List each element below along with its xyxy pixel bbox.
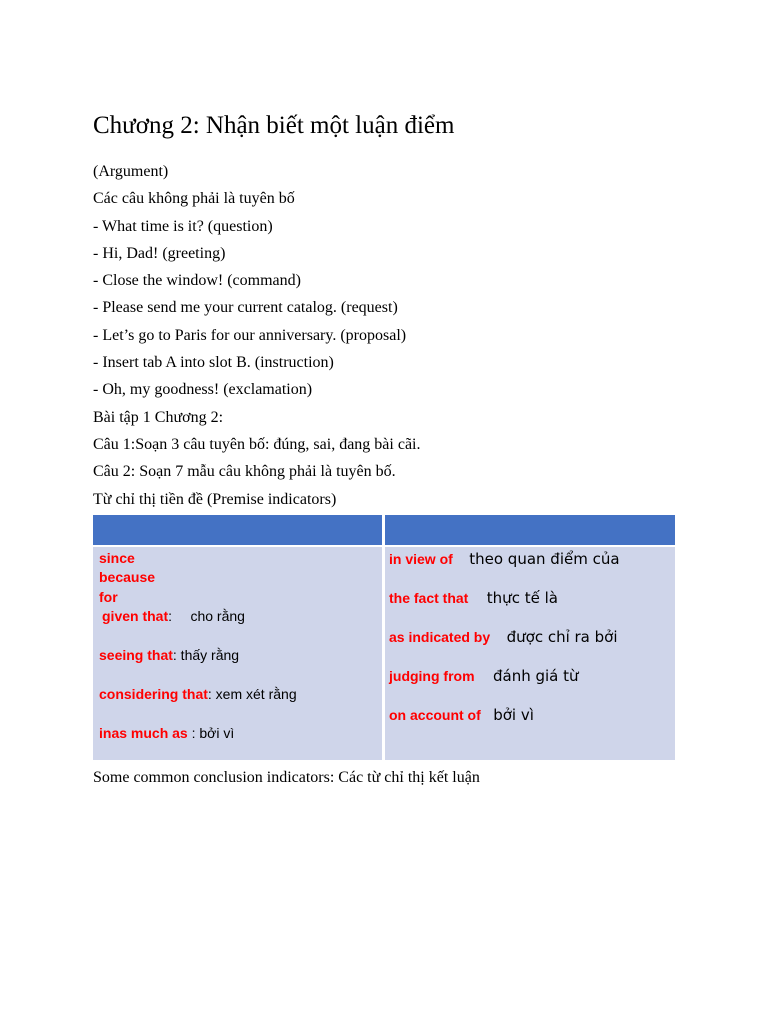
meaning-judging-from: đánh giá từ bbox=[493, 667, 579, 685]
term-separator: : bbox=[168, 608, 173, 624]
text-line: - Insert tab A into slot B. (instruction) bbox=[93, 354, 334, 372]
text-line: Bài tập 1 Chương 2: bbox=[93, 408, 224, 426]
text-line: Từ chỉ thị tiền đề (Premise indicators) bbox=[93, 490, 337, 508]
table-cell-right bbox=[385, 547, 675, 760]
meaning-given-that: cho rằng bbox=[190, 608, 245, 624]
text-line: - Hi, Dad! (greeting) bbox=[93, 244, 226, 262]
table-entry bbox=[389, 706, 534, 725]
table-header-row bbox=[93, 515, 675, 545]
table-entry bbox=[99, 686, 297, 704]
text-line: Các câu không phải là tuyên bố bbox=[93, 190, 295, 208]
term-considering-that: considering that bbox=[99, 686, 208, 702]
text-line: - Please send me your current catalog. (request) bbox=[93, 299, 398, 317]
meaning-inas-much-as: : bởi vì bbox=[187, 725, 235, 741]
table-entry bbox=[389, 589, 558, 608]
meaning-seeing-that: : thấy rằng bbox=[172, 647, 240, 663]
term-given-that: given that bbox=[102, 608, 169, 624]
term-inas-much-as: inas much as bbox=[99, 725, 188, 741]
meaning-on-account-of: bởi vì bbox=[493, 706, 534, 724]
table-entry bbox=[99, 725, 234, 743]
text-line: - Let’s go to Paris for our anniversary. (proposal) bbox=[93, 326, 407, 344]
term-as-indicated-by: as indicated by bbox=[389, 629, 491, 645]
body-text bbox=[93, 158, 693, 513]
term-on-account-of: on account of bbox=[389, 707, 481, 723]
table-entry bbox=[389, 550, 620, 569]
text-line: Câu 2: Soạn 7 mẫu câu không phải là tuyên bố. bbox=[93, 463, 396, 481]
table-entry bbox=[389, 667, 579, 686]
term-since: since bbox=[99, 550, 135, 566]
table-entry bbox=[102, 608, 245, 626]
table-header-cell bbox=[385, 515, 675, 545]
term-judging-from: judging from bbox=[389, 668, 475, 684]
table-body-row bbox=[93, 547, 675, 760]
term-the-fact-that: the fact that bbox=[389, 590, 469, 606]
table-entry bbox=[389, 628, 618, 647]
text-line: (Argument) bbox=[93, 163, 169, 180]
text-line: Câu 1:Soạn 3 câu tuyên bố: đúng, sai, đang bài cãi. bbox=[93, 435, 421, 453]
term-seeing-that: seeing that bbox=[99, 647, 173, 663]
conclusion-indicators-line: Some common conclusion indicators: Các từ chỉ thị kết luận bbox=[93, 769, 480, 786]
table-entry bbox=[99, 647, 239, 665]
meaning-considering-that: : xem xét rằng bbox=[207, 686, 297, 702]
table-cell-left bbox=[93, 547, 382, 760]
text-line: - Oh, my goodness! (exclamation) bbox=[93, 381, 313, 399]
term-for: for bbox=[99, 589, 118, 605]
text-line: - What time is it? (question) bbox=[93, 217, 273, 235]
table-header-cell bbox=[93, 515, 382, 545]
meaning-in-view-of: theo quan điểm của bbox=[469, 550, 620, 568]
chapter-title: Chương 2: Nhận biết một luận điểm bbox=[93, 112, 455, 139]
term-because: because bbox=[99, 569, 156, 585]
term-in-view-of: in view of bbox=[389, 551, 453, 567]
meaning-the-fact-that: thực tế là bbox=[486, 589, 558, 607]
meaning-as-indicated-by: được chỉ ra bởi bbox=[506, 628, 618, 646]
text-line: - Close the window! (command) bbox=[93, 272, 301, 290]
premise-indicators-table bbox=[93, 515, 675, 760]
